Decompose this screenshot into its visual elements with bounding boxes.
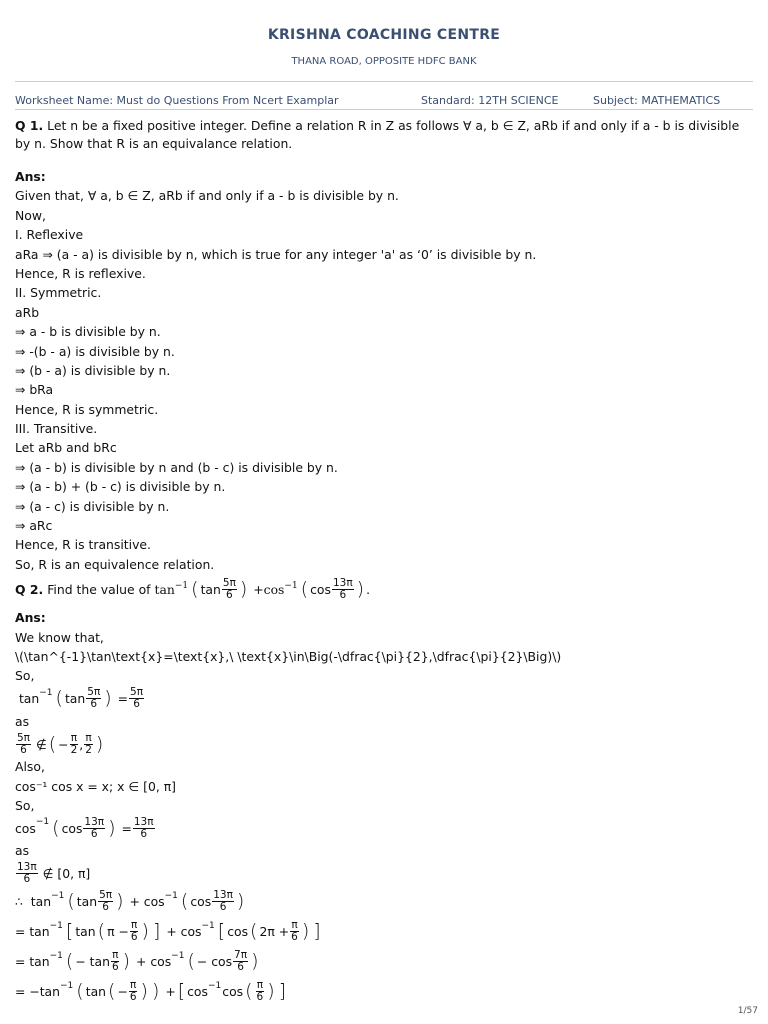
equation-step-1: ∴ tan −1 ( tan $\frac{5\pi}{6}$ ) + cos −1 ( cos $\frac{13\pi}{6}$ ): [15, 889, 245, 914]
answer-line: Hence, R is symmetric.: [15, 401, 159, 417]
as-text: as: [15, 843, 30, 859]
answer-line: Now,: [15, 207, 46, 223]
question-1: [15, 117, 753, 153]
answer-line: ⇒ (a - c) is divisible by n.: [15, 498, 170, 514]
answer-line: ⇒ (a - b) + (b - c) is divisible by n.: [15, 479, 226, 495]
question-label: Q 1.: [15, 118, 44, 133]
cos-rule: cos⁻¹ cos x = x; x ∈ [0, π]: [15, 778, 177, 794]
answer-line: aRa ⇒ (a - a) is divisible by n, which is true for any integer 'a' as ‘0’ is divisible by n.: [15, 246, 537, 262]
equation-step-2: = tan −1 [ tan ( π − $\frac{\pi}{6}$ ) ] + cos −1 [ cos ( 2π + $\frac{\pi}{6}$ ) ]: [15, 919, 321, 944]
answer-line: II. Symmetric.: [15, 285, 102, 301]
we-know-text: We know that,: [15, 629, 104, 645]
page-number: 1/57: [737, 1006, 758, 1016]
as-text: as: [15, 713, 30, 729]
therefore-symbol: ∴: [15, 894, 23, 910]
answer-line: ⇒ -(b - a) is divisible by n.: [15, 343, 175, 359]
subject: Subject: MATHEMATICS: [593, 94, 721, 107]
question-text: Let n be a fixed positive integer. Define a relation R in Z as follows ∀ a, b ∈ Z, aRb if and only if a - b is divisible by n. Show that R is an equivalance relation.: [15, 118, 740, 151]
also-text: Also,: [15, 759, 45, 775]
question-label: Q 2.: [15, 581, 44, 597]
answer-line: Hence, R is reflexive.: [15, 265, 146, 281]
answer-line: ⇒ (a - b) is divisible by n and (b - c) is divisible by n.: [15, 459, 338, 475]
header-divider: [15, 81, 753, 82]
answer-line: III. Transitive.: [15, 421, 98, 437]
meta-divider: [15, 109, 753, 110]
answer-label: Ans:: [15, 610, 46, 626]
equation-tan: tan −1 ( tan $\frac{5\pi}{6}$ ) = $\frac{5\pi}{6}$: [15, 686, 144, 711]
equation-step-4: = −tan −1 ( tan ( − $\frac{\pi}{6}$ ) ) + [ cos −1 cos ( $\frac{\pi}{6}$ ) ]: [15, 979, 287, 1004]
answer-line: ⇒ a - b is divisible by n.: [15, 324, 161, 340]
so-text: So,: [15, 668, 35, 684]
page-subtitle: THANA ROAD, OPPOSITE HDFC BANK: [291, 56, 477, 67]
answer-line: Hence, R is transitive.: [15, 537, 151, 553]
answer-1: [15, 186, 753, 574]
answer-line: I. Reflexive: [15, 227, 84, 243]
equation-cos-domain: $\frac{13\pi}{6}$ ∉ [0, π]: [17, 861, 91, 886]
answer-label: Ans:: [15, 169, 46, 184]
question-text: Find the value of: [47, 581, 151, 597]
page-title: KRISHNA COACHING CENTRE: [267, 27, 501, 43]
so-text: So,: [15, 797, 35, 813]
answer-line: ⇒ aRc: [15, 518, 53, 534]
equation-cos: cos −1 ( cos $\frac{13\pi}{6}$ ) = $\frac{13\pi}{6}$: [15, 815, 154, 840]
answer-line: So, R is an equivalence relation.: [15, 556, 215, 572]
equation-step-3: = tan −1 ( − tan $\frac{\pi}{6}$ ) + cos −1 ( − cos $\frac{7\pi}{6}$ ): [15, 949, 259, 974]
answer-line: Let aRb and bRc: [15, 440, 117, 456]
worksheet-name: Worksheet Name: Must do Questions From Ncert Examplar: [15, 94, 339, 107]
equation-tan-domain: $\frac{5\pi}{6}$ ∉ ( − $\frac{\pi}{2}$ , $\frac{\pi}{2}$ ): [17, 731, 104, 756]
worksheet-content: [15, 117, 753, 1007]
question-2: Q 2. Find the value of $\tan^{-1}$ ( tan $\frac{5\pi}{6}$ ) + $\cos^{-1}$ ( cos $\frac{13\pi}{6}$ ) .: [15, 576, 371, 601]
answer-line: ⇒ (b - a) is divisible by n.: [15, 362, 171, 378]
answer-line: Given that, ∀ a, b ∈ Z, aRb if and only if a - b is divisible by n.: [15, 188, 399, 204]
raw-latex-text: \(\tan^{-1}\tan\text{x}=\text{x},\ \text{x}\in\Big(-\dfrac{\pi}{2},\dfrac{\pi}{2}\Big)\): [15, 648, 562, 664]
answer-line: ⇒ bRa: [15, 382, 54, 398]
answer-line: aRb: [15, 304, 40, 320]
standard: Standard: 12TH SCIENCE: [421, 94, 559, 107]
